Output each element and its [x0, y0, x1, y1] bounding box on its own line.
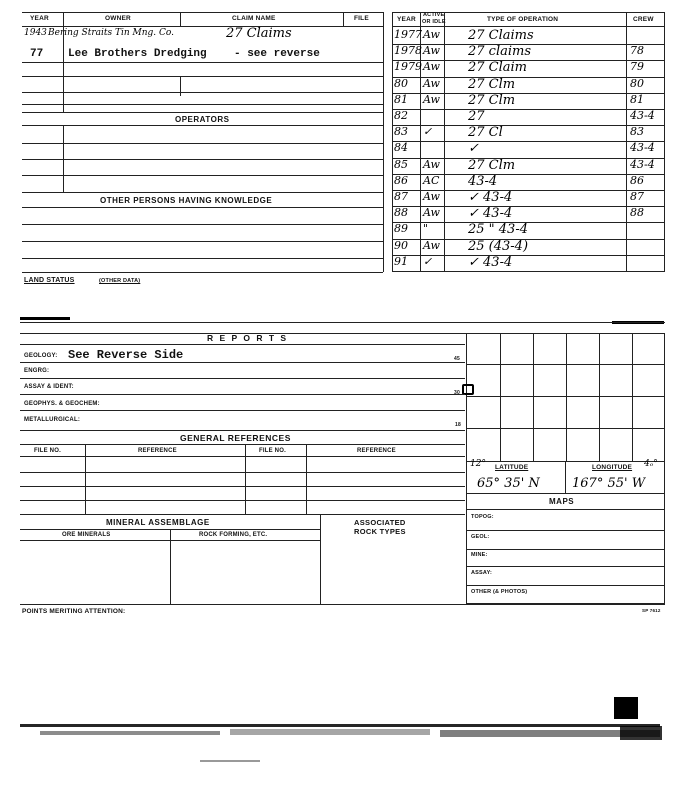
op-active: Aw: [423, 44, 440, 57]
col-op-idle: OR IDLE: [422, 19, 446, 25]
rule: [20, 410, 465, 411]
rule: [565, 461, 566, 493]
corner-note: 12°: [470, 459, 486, 469]
rule: [466, 364, 664, 365]
rule: [20, 444, 465, 445]
op-year: 1978: [394, 44, 422, 57]
col-claim-name: CLAIM NAME: [232, 15, 276, 22]
corner-note: 4ₒ°: [644, 459, 658, 469]
rule: [466, 493, 664, 494]
op-active: Aw: [423, 158, 440, 171]
rule: [22, 112, 383, 113]
rule: [22, 159, 383, 160]
land-status-sub: (OTHER DATA): [99, 278, 141, 284]
op-active: Aw: [423, 239, 440, 252]
latitude-value: 65° 35' N: [477, 476, 540, 491]
rule: [466, 530, 664, 531]
margin-number: 45: [454, 356, 460, 362]
rule: [22, 76, 383, 77]
rule: [20, 604, 665, 605]
op-year: 84: [394, 141, 408, 154]
col-op-active: ACTIVE: [423, 12, 445, 18]
geophys-label: GEOPHYS. & GEOCHEM:: [24, 401, 100, 407]
mineral-heading: MINERAL ASSEMBLAGE: [106, 518, 210, 527]
rock-forming-label: ROCK FORMING, ETC.: [199, 532, 268, 538]
op-year: 82: [394, 109, 408, 122]
op-year: 1977: [394, 28, 422, 41]
col-op-crew: CREW: [633, 16, 654, 23]
op-crew: 43-4: [630, 158, 655, 171]
op-year: 91: [394, 255, 408, 268]
points-label: POINTS MERITING ATTENTION:: [22, 608, 126, 615]
longitude-label: LONGITUDE: [592, 464, 633, 471]
rule: [533, 333, 534, 461]
op-active: Aw: [423, 93, 440, 106]
op-year: 80: [394, 77, 408, 90]
rule: [466, 509, 664, 510]
ink-smudge: [20, 317, 70, 320]
ink-blot: [614, 697, 638, 719]
op-type: 27 Claim: [468, 60, 528, 75]
maps-mine: MINE:: [471, 552, 488, 558]
margin-number: 18: [455, 422, 461, 428]
rule: [22, 224, 383, 225]
rule: [85, 444, 86, 514]
ref-col-reference-2: REFERENCE: [357, 448, 396, 454]
rule: [566, 333, 567, 461]
op-type: 27 claims: [468, 44, 532, 59]
rule: [22, 207, 383, 208]
op-type: ✓ 43-4: [468, 206, 513, 221]
op-crew: 43-4: [630, 141, 655, 154]
col-owner: OWNER: [105, 15, 131, 22]
op-type: 27 Cl: [468, 125, 503, 140]
rule: [626, 12, 627, 272]
rule: [20, 514, 465, 515]
op-type: 43-4: [468, 174, 498, 189]
ink-smudge: [620, 726, 662, 740]
rule: [22, 175, 383, 176]
rule: [466, 585, 664, 586]
latitude-label: LATITUDE: [495, 464, 529, 471]
rule: [20, 500, 465, 501]
op-crew: 83: [630, 125, 644, 138]
op-type: ✓ 43-4: [468, 190, 513, 205]
metallurgical-label: METALLURGICAL:: [24, 417, 81, 423]
ref-col-file-no-2: FILE NO.: [259, 448, 286, 454]
op-crew: 86: [630, 174, 644, 187]
rule: [22, 192, 383, 193]
rule: [20, 472, 465, 473]
rule: [245, 444, 246, 514]
op-type: 27: [468, 109, 485, 124]
maps-topog: TOPOG:: [471, 514, 494, 520]
rule: [22, 12, 383, 13]
op-type: 27 Clm: [468, 158, 516, 173]
op-type: 27 Claims: [468, 28, 534, 43]
op-year: 81: [394, 93, 408, 106]
rule: [22, 143, 383, 144]
op-type: ✓: [468, 141, 479, 156]
op-type: ✓ 43-4: [468, 255, 513, 270]
other-persons-heading: OTHER PERSONS HAVING KNOWLEDGE: [100, 196, 273, 205]
rule: [320, 514, 321, 604]
assay-label: ASSAY & IDENT:: [24, 384, 74, 390]
land-status-label: LAND STATUS: [24, 277, 75, 284]
general-references-heading: GENERAL REFERENCES: [180, 433, 291, 443]
rule: [20, 344, 465, 345]
rule: [63, 26, 64, 112]
margin-number: 30: [454, 390, 460, 396]
rule: [392, 255, 664, 256]
rule: [22, 241, 383, 242]
rule: [392, 141, 664, 142]
col-op-year: YEAR: [397, 16, 416, 23]
geology-label: GEOLOGY:: [24, 353, 58, 359]
op-year: 87: [394, 190, 408, 203]
op-crew: 87: [630, 190, 644, 203]
maps-heading: MAPS: [549, 497, 575, 506]
rule: [22, 104, 383, 105]
rule: [392, 12, 393, 272]
rule: [392, 125, 664, 126]
op-year: 1979: [394, 60, 422, 73]
rule: [500, 333, 501, 461]
ink-smudge: [40, 731, 220, 735]
op-year: 83: [394, 125, 408, 138]
rule: [22, 92, 383, 93]
rule: [22, 62, 383, 63]
owner-row1-owner: Bering Straits Tin Mng. Co.: [48, 28, 175, 38]
operators-heading: OPERATORS: [175, 115, 230, 124]
rule: [22, 258, 383, 259]
op-active: ✓: [423, 125, 433, 138]
form-code: SP 7612: [642, 608, 661, 613]
op-active: AC: [423, 174, 440, 187]
op-year: 86: [394, 174, 408, 187]
rule: [664, 12, 665, 272]
rule: [22, 125, 383, 126]
op-year: 88: [394, 206, 408, 219]
rule: [466, 428, 664, 429]
ref-col-file-no: FILE NO.: [34, 448, 61, 454]
rule: [22, 26, 383, 27]
op-type: 25 " 43-4: [468, 222, 528, 237]
rule: [632, 333, 633, 461]
ore-minerals-label: ORE MINERALS: [62, 532, 111, 538]
op-active: Aw: [423, 206, 440, 219]
rule: [20, 378, 465, 379]
op-active: ✓: [423, 255, 433, 268]
owner-row2-year: 77: [30, 48, 44, 60]
engrg-label: ENGRG:: [24, 368, 50, 374]
col-year: YEAR: [30, 15, 49, 22]
ref-col-reference: REFERENCE: [138, 448, 177, 454]
rule: [466, 396, 664, 397]
ink-smudge: [230, 729, 430, 735]
op-crew: 80: [630, 77, 644, 90]
longitude-value: 167° 55' W: [572, 476, 646, 491]
rule: [599, 333, 600, 461]
col-op-type: TYPE OF OPERATION: [487, 16, 559, 23]
rule: [170, 529, 171, 604]
op-active: ": [423, 222, 429, 235]
op-crew: 88: [630, 206, 644, 219]
op-type: 27 Clm: [468, 93, 516, 108]
ink-smudge: [200, 760, 260, 762]
assoc-rock-line1: ASSOCIATED: [354, 518, 406, 527]
rule: [392, 26, 664, 27]
maps-other: OTHER (& PHOTOS): [471, 589, 528, 595]
rule: [306, 444, 307, 514]
rule: [20, 333, 665, 334]
owner-row1-year: 1943: [24, 28, 47, 38]
rule: [466, 333, 467, 604]
op-year: 90: [394, 239, 408, 252]
owner-row2-claim: - see reverse: [234, 48, 320, 60]
rule: [392, 271, 664, 272]
maps-geol: GEOL:: [471, 534, 490, 540]
maps-assay: ASSAY:: [471, 570, 493, 576]
rule: [343, 12, 344, 26]
rule: [22, 272, 383, 273]
rule: [180, 12, 181, 26]
ink-smudge: [20, 724, 660, 727]
rule: [20, 362, 465, 363]
rule: [20, 430, 465, 431]
op-crew: 78: [630, 44, 644, 57]
geology-value: See Reverse Side: [68, 348, 184, 362]
op-active: Aw: [423, 28, 440, 41]
owner-row2-owner: Lee Brothers Dredging: [68, 48, 207, 60]
reports-heading: R E P O R T S: [207, 333, 289, 343]
op-year: 85: [394, 158, 408, 171]
op-type: 25 (43-4): [468, 239, 529, 254]
op-active: Aw: [423, 77, 440, 90]
rule: [383, 12, 384, 272]
assoc-rock-line2: ROCK TYPES: [354, 527, 406, 536]
rule: [63, 12, 64, 26]
rule: [444, 12, 445, 272]
rule: [664, 333, 665, 604]
owner-row1-claim: 27 Claims: [226, 26, 292, 41]
op-crew: 43-4: [630, 109, 655, 122]
rule: [466, 566, 664, 567]
rule: [20, 322, 665, 323]
rule: [20, 394, 465, 395]
op-type: 27 Clm: [468, 77, 516, 92]
rule: [392, 222, 664, 223]
op-year: 89: [394, 222, 408, 235]
op-crew: 79: [630, 60, 644, 73]
rule: [63, 125, 64, 192]
rule: [180, 76, 181, 96]
rule: [20, 456, 465, 457]
rule: [466, 549, 664, 550]
rule: [20, 486, 465, 487]
op-crew: 81: [630, 93, 644, 106]
op-active: Aw: [423, 190, 440, 203]
op-active: Aw: [423, 60, 440, 73]
col-file: FILE: [354, 15, 369, 22]
rule: [392, 109, 664, 110]
